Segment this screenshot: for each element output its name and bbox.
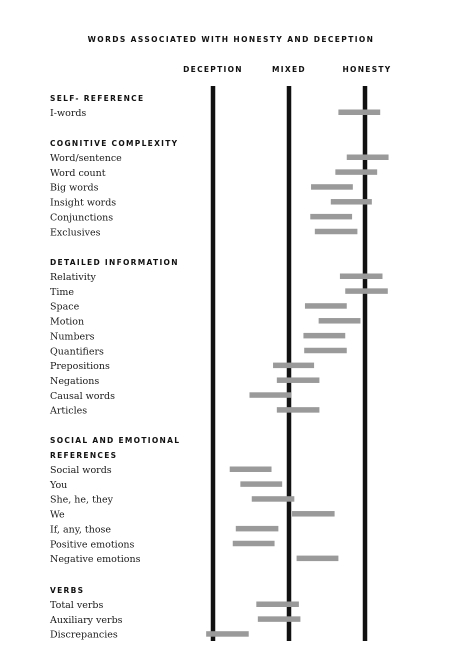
range-bar	[256, 602, 299, 608]
range-bar	[347, 155, 389, 161]
row-label: Discrepancies	[50, 629, 118, 641]
range-bar	[258, 616, 301, 622]
range-bar	[230, 467, 272, 473]
section-header: VERBS	[50, 586, 85, 595]
range-bar	[340, 274, 383, 280]
row-label: Insight words	[50, 197, 117, 209]
row-label: Total verbs	[50, 600, 104, 611]
row-label: Word/sentence	[50, 153, 122, 164]
range-bar	[310, 214, 352, 220]
range-bar	[304, 348, 347, 354]
row-label: Articles	[50, 405, 88, 417]
row-label: Auxiliary verbs	[50, 614, 123, 626]
range-bar	[249, 392, 291, 398]
row-label: Exclusives	[50, 227, 101, 239]
row-label: She, he, they	[50, 494, 113, 506]
section-header: DETAILED INFORMATION	[50, 258, 179, 267]
row-label: We	[50, 509, 65, 521]
row-label: Space	[50, 301, 80, 313]
range-bar	[335, 169, 377, 175]
range-bar	[315, 229, 358, 235]
range-bar	[319, 318, 361, 324]
row-label: Time	[50, 286, 75, 298]
row-label: Numbers	[50, 331, 95, 343]
row-label: You	[50, 479, 68, 491]
range-bar	[277, 377, 320, 383]
row-label: Social words	[50, 465, 112, 476]
row-label: Quantifiers	[50, 346, 104, 358]
row-label: Big words	[50, 182, 99, 194]
column-header-mixed: MIXED	[272, 65, 306, 74]
chart-title: WORDS ASSOCIATED WITH HONESTY AND DECEPTION	[87, 35, 375, 44]
range-bar	[338, 110, 380, 116]
range-bar	[240, 481, 282, 487]
row-label: Relativity	[50, 272, 96, 283]
range-bar	[277, 407, 320, 413]
column-header-honesty: HONESTY	[342, 65, 392, 74]
column-header-deception: DECEPTION	[183, 65, 243, 74]
section-header: SELF- REFERENCE	[50, 94, 145, 103]
range-bar	[297, 556, 339, 562]
row-label: If, any, those	[50, 524, 112, 536]
section-header: COGNITIVE COMPLEXITY	[50, 139, 179, 148]
row-label: Motion	[50, 316, 85, 328]
row-label: I-words	[50, 108, 87, 119]
range-bar	[331, 199, 372, 205]
row-label: Conjunctions	[50, 212, 114, 224]
range-bar	[311, 184, 353, 190]
range-bar	[233, 541, 275, 547]
row-label: Causal words	[50, 390, 115, 402]
range-bar	[345, 288, 388, 294]
range-bar	[273, 363, 314, 369]
range-bar	[292, 511, 335, 517]
row-label: Prepositions	[50, 361, 110, 373]
range-bar	[305, 303, 347, 309]
row-label: Negations	[50, 375, 100, 387]
row-label: Positive emotions	[50, 539, 135, 551]
row-label: Word count	[50, 167, 106, 179]
range-bar	[236, 526, 279, 532]
section-header: SOCIAL AND EMOTIONAL	[50, 436, 181, 445]
section-header: REFERENCES	[50, 451, 118, 460]
range-bar	[252, 496, 295, 502]
range-bar	[303, 333, 345, 339]
row-label: Negative emotions	[50, 554, 141, 566]
range-bar	[206, 631, 249, 637]
